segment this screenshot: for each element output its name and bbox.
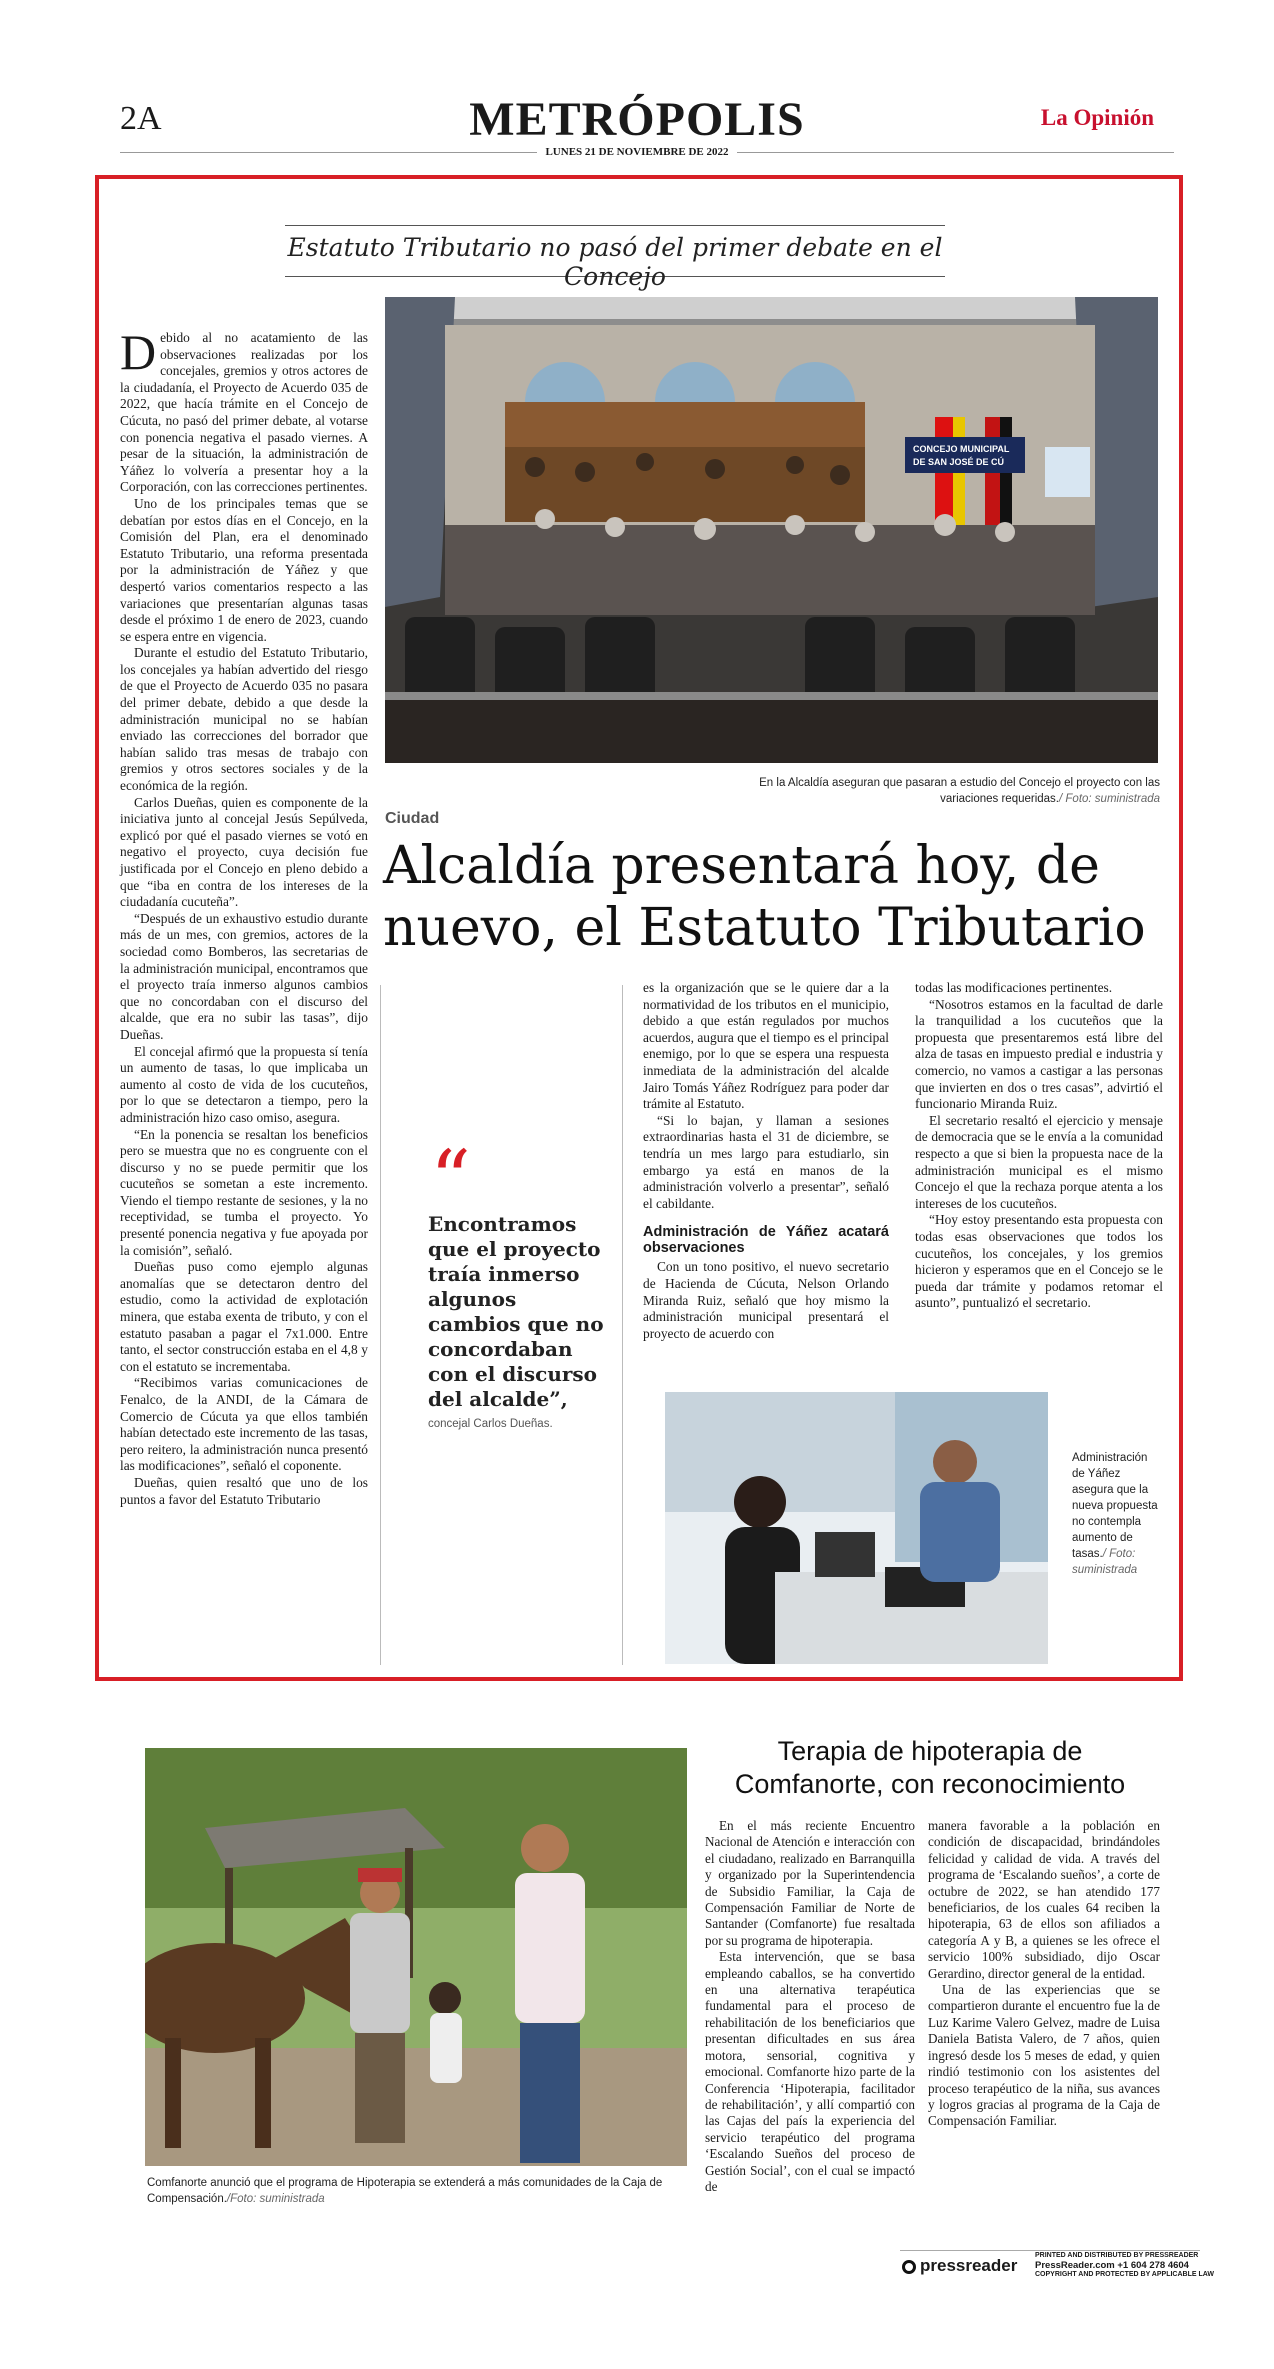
article-paragraph: “Después de un exhaustivo estudio durante más de un mes, con gremios, actores de la sociedad como Bomberos, las secretarias de la administración municipal, encontramos que el proyecto traía inmerso algunos cambios que no concordaban con el discurso del alcalde, que era no subir las tasas”, dijo Dueñas. <box>120 910 368 1042</box>
article-paragraph: El concejal afirmó que la propuesta sí tenía un aumento de tasas, lo que implicaba un aumento al costo de vida de los cucuteños, por lo que se detectaron a tiempo, pero la administración hizo caso omiso, asegura. <box>120 1043 368 1125</box>
column-divider <box>622 985 623 1665</box>
notice-line: PRINTED AND DISTRIBUTED BY PRESSREADER <box>1035 2252 1199 2259</box>
article-paragraph: En el más reciente Encuentro Nacional de Atención e interacción con el ciudadano, realizado en Barranquilla y organizado por la Superintendencia de Subsidio Familiar, la Caja de Compensación Familiar de Norte de Santander (Comfanorte) fue resaltada por su programa de hipoterapia. <box>705 1818 915 1948</box>
article-kicker: Estatuto Tributario no pasó del primer debate en el Concejo <box>287 233 943 291</box>
council-session-illustration <box>385 297 1158 763</box>
article-paragraph: “Hoy estoy presentando esta propuesta con todas esas observaciones que todos los cucuteños, los concejales, y los gremios hicieron y esperamos que en el Concejo se le pueda dar trámite y podamos retomar el asunto”, puntualizó el secretario. <box>915 1212 1163 1311</box>
article-paragraph: Dueñas puso como ejemplo algunas anomalías que se detectaron dentro del estudio, como la actividad de explotación minera, que estaba exenta de tributo, y con el estatuto pasaban a pagar el 7x1.000. Entre tanto, el sector construcción estaba en el 4,8 y con el estatuto se incrementaba. <box>120 1259 368 1374</box>
article-paragraph: “Si lo bajan, y llaman a sesiones extraordinarias hasta el 31 de diciembre, se tendría un mes largo para estudiarlo, sin embargo ya está en manos de la administración volverlo a presentar”, señaló el cabildante. <box>643 1112 889 1211</box>
article-paragraph: todas las modificaciones pertinentes. <box>915 980 1113 995</box>
article-paragraph: Uno de los principales temas que se debatían por estos días en el Concejo, en la Comisión del Plan, era el denominado Estatuto Tributario, una reforma presentada por la administración de Yáñez y que despertó varios comentarios respecto a las variaciones que presentarían algunas tasas desde el próximo 1 de enero de 2023, cuando se espera entre en vigencia. <box>120 495 368 644</box>
article-paragraph: “Recibimos varias comunicaciones de Fenalco, de la ANDI, de la Cámara de Comercio de Cúcuta ya que ellos también habían detectado este incremento de las tasas, pero reitero, la administración nunca presentó las modificaciones”, señaló el coponente. <box>120 1375 368 1474</box>
article-paragraph: Una de las experiencias que se compartieron durante el encuentro fue la de Luz Karime Valero Gelvez, madre de Luisa Daniela Batista Valero, de 7 años, quien ingresó desde los 5 meses de edad, y quien rindió testimonio con los asistentes del proceso terapéutico de la niña, sus avances y logros gracias al programa de la Caja de Compensación Familiar. <box>928 1982 1160 2129</box>
article-column-2 <box>643 980 889 1342</box>
pull-quote-attribution: concejal Carlos Dueñas. <box>428 1418 553 1430</box>
column-divider <box>380 985 381 1665</box>
section-title: METRÓPOLIS <box>469 93 805 146</box>
notice-line: PressReader.com +1 604 278 4604 <box>1035 2260 1189 2271</box>
second-article-column-2 <box>928 1818 1160 2130</box>
notice-line: COPYRIGHT AND PROTECTED BY APPLICABLE LAW <box>1035 2271 1215 2278</box>
article-column-3 <box>915 980 1163 1312</box>
svg-text:DE SAN JOSÉ DE CÚ: DE SAN JOSÉ DE CÚ <box>913 457 1005 467</box>
edition-date <box>0 146 1274 158</box>
article-paragraph: “En la ponencia se resaltan los beneficios pero se muestra que no es congruente con el discurso y no se puede permitir que los cucuteños se sometan a este incremento. Viendo el tiempo restante de sesiones, y la no receptividad, se tumba el proyecto. Yo presenté ponencia negativa y fue apoyada por la comisión”, señaló. <box>120 1126 368 1258</box>
drop-cap: D <box>120 324 157 380</box>
article-paragraph: El secretario resaltó el ejercicio y mensaje de democracia que se le envía a la comunidad respecto a que si bien la propuesta nace de la administración municipal es el mismo Concejo el que la rechaza porque atenta a los intereses de los cucuteños. <box>915 1112 1163 1211</box>
council-session-photo <box>385 297 1158 763</box>
hipotherapy-illustration <box>145 1748 687 2166</box>
caption-text: Comfanorte anunció que el programa de Hipoterapia se extenderá a más comunidades de la Caja de Compensación. <box>147 2177 663 2205</box>
pull-quote: Encontramos que el proyecto traía inmerso algunos cambios que no concordaban con el discurso del alcalde”, <box>428 1212 604 1411</box>
office-photo-caption <box>1072 1450 1162 1578</box>
second-article-title: Terapia de hipoterapia de Comfanorte, con reconocimiento <box>734 1736 1126 1799</box>
photo-credit: / Foto: suministrada <box>1059 793 1160 805</box>
article-paragraph: es la organización que se le quiere dar a la normatividad de los tributos en el municipio, debido a que están regulados por muchos acuerdos, augura que el tiempo es el principal enemigo, por lo que se espera una respuesta inmediata de la administración del alcalde Jairo Tomás Yáñez Rodríguez para poder dar trámite al Estatuto. <box>643 980 889 1112</box>
pressreader-icon <box>902 2260 916 2274</box>
article-paragraph: Con un tono positivo, el nuevo secretario de Hacienda de Cúcuta, Nelson Orlando Miranda Ruiz, señaló que hoy mismo la administración municipal presentará el proyecto de acuerdo con <box>643 1259 889 1341</box>
office-service-photo <box>665 1392 1048 1664</box>
second-article-column-1 <box>705 1818 915 2195</box>
council-photo-caption <box>700 775 1160 807</box>
article-category: Ciudad <box>385 810 440 827</box>
article-column-1 <box>120 324 368 1508</box>
article-headline: Alcaldía presentará hoy, de nuevo, el Estatuto Tributario <box>383 836 1146 958</box>
hipotherapy-photo <box>145 1748 687 2166</box>
caption-text: En la Alcaldía aseguran que pasaran a estudio del Concejo el proyecto con las variaciones requeridas. <box>759 777 1160 805</box>
council-sign-text: CONCEJO MUNICIPAL <box>913 444 1010 454</box>
quote-mark-icon: “ <box>430 1133 471 1226</box>
pressreader-logo[interactable]: pressreader <box>902 2256 1017 2276</box>
office-illustration <box>665 1392 1048 1664</box>
article-paragraph: Durante el estudio del Estatuto Tributario, los concejales ya habían advertido del riesgo de que el Proyecto de Acuerdo 035 no pasara del primer debate, debido a que desde la administración municipal no se habían enviado las correcciones del borrador que habían salido tras mesas de trabajo con gremios y otros sectores sociales y de la económica de la región. <box>120 645 368 794</box>
article-paragraph: Debido al no acatamiento de las observaciones realizadas por los concejales, gremios y otros actores de la ciudadanía, el Proyecto de Acuerdo 035 de 2022, que hacía trámite en el Concejo de Cúcuta, no pasó del primer debate, al votarse con ponencia negativa el pasado viernes. A pesar de la situación, la administración de Yáñez lo volvería a presentar hoy a la Corporación, con las correcciones pertinentes. <box>120 324 368 495</box>
article-subhead: Administración de Yáñez acatará observaciones <box>643 1224 889 1257</box>
hipotherapy-photo-caption <box>147 2175 687 2207</box>
pressreader-notice <box>1035 2252 1214 2279</box>
article-paragraph: “Nosotros estamos en la facultad de darle la tranquilidad a los cucuteños que la propuesta que presentaremos está libre del alza de tasas en impuesto predial e industria y comercio, no vamos a castigar a las personas que invierten en dos o tres casas”, advirtió el funcionario Miranda Ruiz. <box>915 996 1163 1112</box>
photo-credit: /Foto: suministrada <box>226 2193 325 2205</box>
photo-credit: / Foto: suministrada <box>1072 1548 1138 1576</box>
newspaper-logo[interactable]: La Opinión <box>1040 105 1154 130</box>
page-number: 2A <box>120 100 162 137</box>
article-paragraph: manera favorable a la población en condición de discapacidad, brindándoles felicidad y calidad de vida. A través del programa de ‘Escalando sueños’, a corte de octubre de 2022, se han atendido 177 beneficiarios, de los cuales 64 reciben la hipoterapia, 63 de ellos son afiliados a categoría A y B, a quienes se les ofrece el servicio 100% subsidiado, dijo Oscar Gerardino, director general de la entidad. <box>928 1818 1160 1981</box>
article-paragraph: Dueñas, quien resaltó que uno de los puntos a favor del Estatuto Tributario <box>120 1474 368 1507</box>
date-text: LUNES 21 DE NOVIEMBRE DE 2022 <box>537 146 736 158</box>
caption-text: Administración de Yáñez asegura que la nueva propuesta no contempla aumento de tasas. <box>1072 1452 1158 1560</box>
article-paragraph: Esta intervención, que se basa empleando caballos, se ha convertido en una alternativa terapéutica fundamental para el proceso de rehabilitación de los beneficiarios que presentan dificultades en sus área motora, sensorial, cognitiva y emocional. Comfanorte hizo parte de la Conferencia ‘Hipoterapia, facilitador de rehabilitación’, y allí compartió con las Cajas del país la experiencia del servicio terapéutico del programa ‘Escalando Sueños del proceso de Gestión Social’, con el cual se impactó de <box>705 1949 915 2194</box>
article-paragraph: Carlos Dueñas, quien es componente de la iniciativa junto al concejal Jesús Sepúlveda, explicó por qué el pasado viernes se votó en negativo el proyecto, cuya decisión fue justificada por el Concejo en pleno debido a que “iba en contra de los intereses de la ciudadanía cucuteña”. <box>120 794 368 910</box>
